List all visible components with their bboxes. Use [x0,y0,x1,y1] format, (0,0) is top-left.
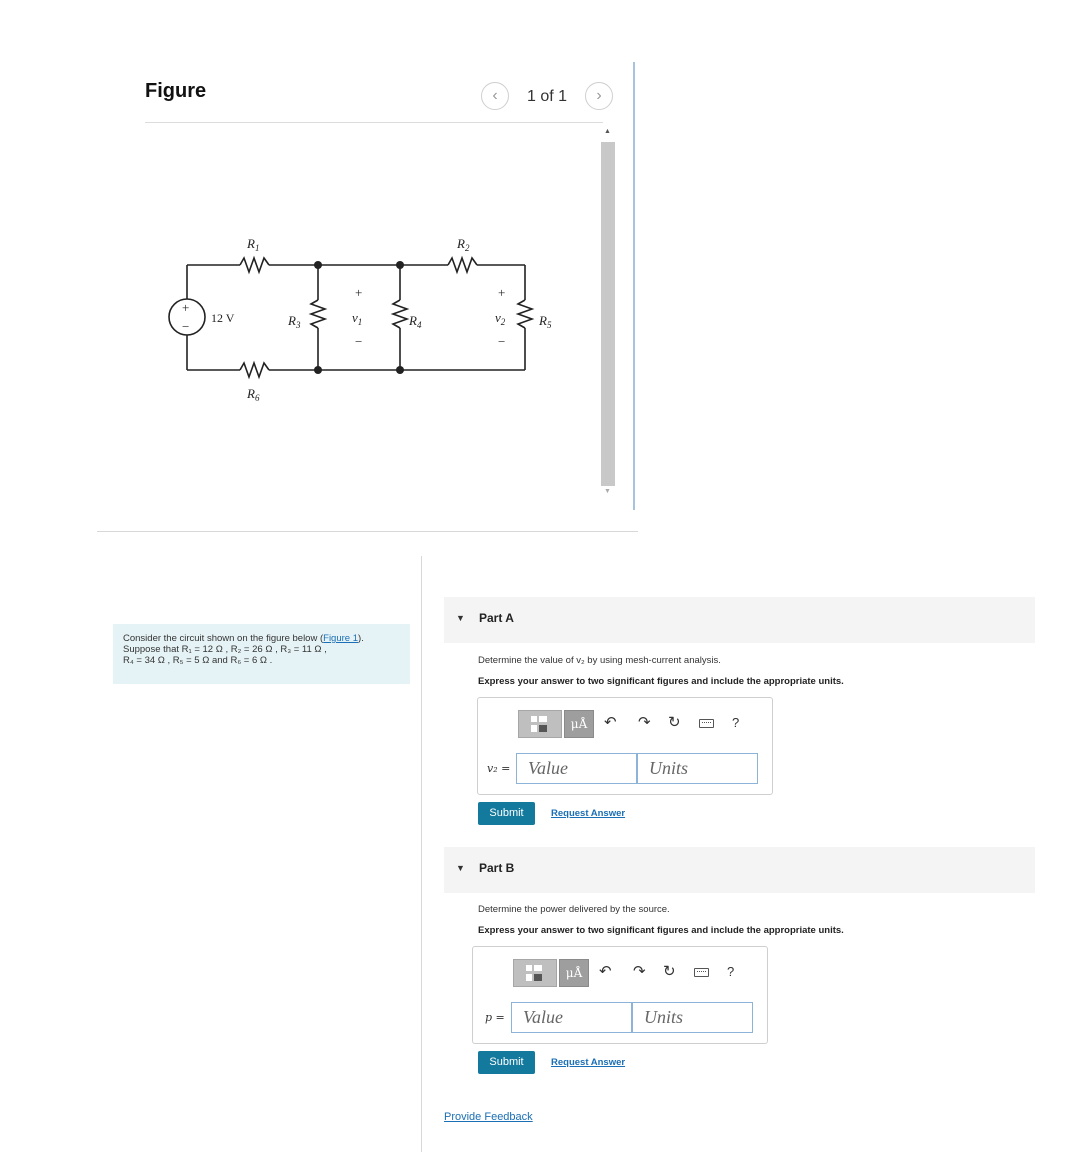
reset-icon[interactable]: ↻ [668,714,681,731]
source-voltage-label: 12 V [211,311,235,325]
r5-label: $R_5$ [539,313,552,330]
redo-icon[interactable]: ↷ [638,714,651,731]
collapse-triangle-icon[interactable]: ▼ [456,613,465,623]
scroll-up-icon[interactable]: ▲ [604,128,611,135]
part-a-instruction: Express your answer to two significant figures and include the appropriate units. [478,676,844,687]
part-a-variable-label: v₂ = [487,762,511,775]
template-icon [519,711,561,737]
part-b-request-answer-link[interactable]: Request Answer [551,1057,626,1068]
part-a-value-input[interactable]: Value [516,753,637,784]
r2-label: $R_2$ [457,236,470,253]
collapse-triangle-icon[interactable]: ▼ [456,863,465,873]
part-b-question: Determine the power delivered by the source. [478,904,670,915]
part-b-instruction: Express your answer to two significant figures and include the appropriate units. [478,925,844,936]
figure-bottom-divider [97,531,638,532]
template-button[interactable] [513,959,557,987]
divider [145,122,603,123]
panel-border [633,62,635,510]
units-button[interactable]: μÅ [559,959,589,987]
part-b-submit-button[interactable]: Submit [478,1051,535,1074]
v2-minus: − [498,334,506,349]
units-button[interactable]: μÅ [564,710,594,738]
provide-feedback-link[interactable]: Provide Feedback [444,1111,533,1123]
reset-icon[interactable]: ↻ [663,963,676,980]
part-a-submit-button[interactable]: Submit [478,802,535,825]
figure-title: Figure [145,80,207,102]
keyboard-icon[interactable] [699,719,714,728]
v1-label: $v_1$ [352,310,363,327]
source-minus: − [182,319,190,334]
undo-icon[interactable]: ↶ [604,714,617,731]
chevron-left-icon[interactable]: ‹ [481,82,509,110]
part-a-units-input[interactable]: Units [637,753,758,784]
help-icon[interactable]: ? [732,715,740,730]
keyboard-icon[interactable] [694,968,709,977]
chevron-right-icon[interactable]: › [585,82,613,110]
math-toolbar [518,710,748,738]
part-b-units-input[interactable]: Units [632,1002,753,1033]
v1-minus: − [355,334,363,349]
part-b-value-input[interactable]: Value [511,1002,632,1033]
math-toolbar [513,959,743,987]
r1-label: $R_1$ [247,236,260,253]
v1-plus: + [355,285,363,300]
scroll-down-icon[interactable]: ▼ [604,488,611,495]
figure-link[interactable]: Figure 1 [323,633,358,644]
v2-plus: + [498,285,506,300]
part-b-title: Part B [479,861,515,875]
v2-label: $v_2$ [495,310,506,327]
part-b-variable-label: p = [485,1011,505,1024]
figure-pager [481,82,621,112]
redo-icon[interactable]: ↷ [633,963,646,980]
part-b-answer-box [472,946,768,1044]
r3-label: $R_3$ [288,313,301,330]
help-icon[interactable]: ? [727,964,735,979]
circuit-diagram [165,225,575,425]
column-divider [421,556,422,1152]
part-a-title: Part A [479,611,514,625]
template-button[interactable] [518,710,562,738]
part-a-request-answer-link[interactable]: Request Answer [551,808,626,819]
part-b-header[interactable] [444,847,1035,893]
part-a-answer-box [477,697,773,795]
problem-line-3: R₄ = 34 Ω , R₅ = 5 Ω and R₆ = 6 Ω . [123,655,273,666]
problem-line-2: Suppose that R₁ = 12 Ω , R₂ = 26 Ω , R₃ = 11 Ω , [123,644,327,655]
scrollbar-thumb[interactable] [601,142,615,486]
pager-text: 1 of 1 [527,88,568,105]
problem-line-1: Consider the circuit shown on the figure below (Figure 1). [123,633,364,644]
problem-statement [113,624,410,684]
part-a-header[interactable] [444,597,1035,643]
figure-scrollbar[interactable] [601,128,616,500]
template-icon [514,960,556,986]
source-plus: + [182,300,190,315]
r6-label: $R_6$ [247,386,260,403]
r4-label: $R_4$ [409,313,422,330]
undo-icon[interactable]: ↶ [599,963,612,980]
part-a-question: Determine the value of v₂ by using mesh-current analysis. [478,655,721,666]
